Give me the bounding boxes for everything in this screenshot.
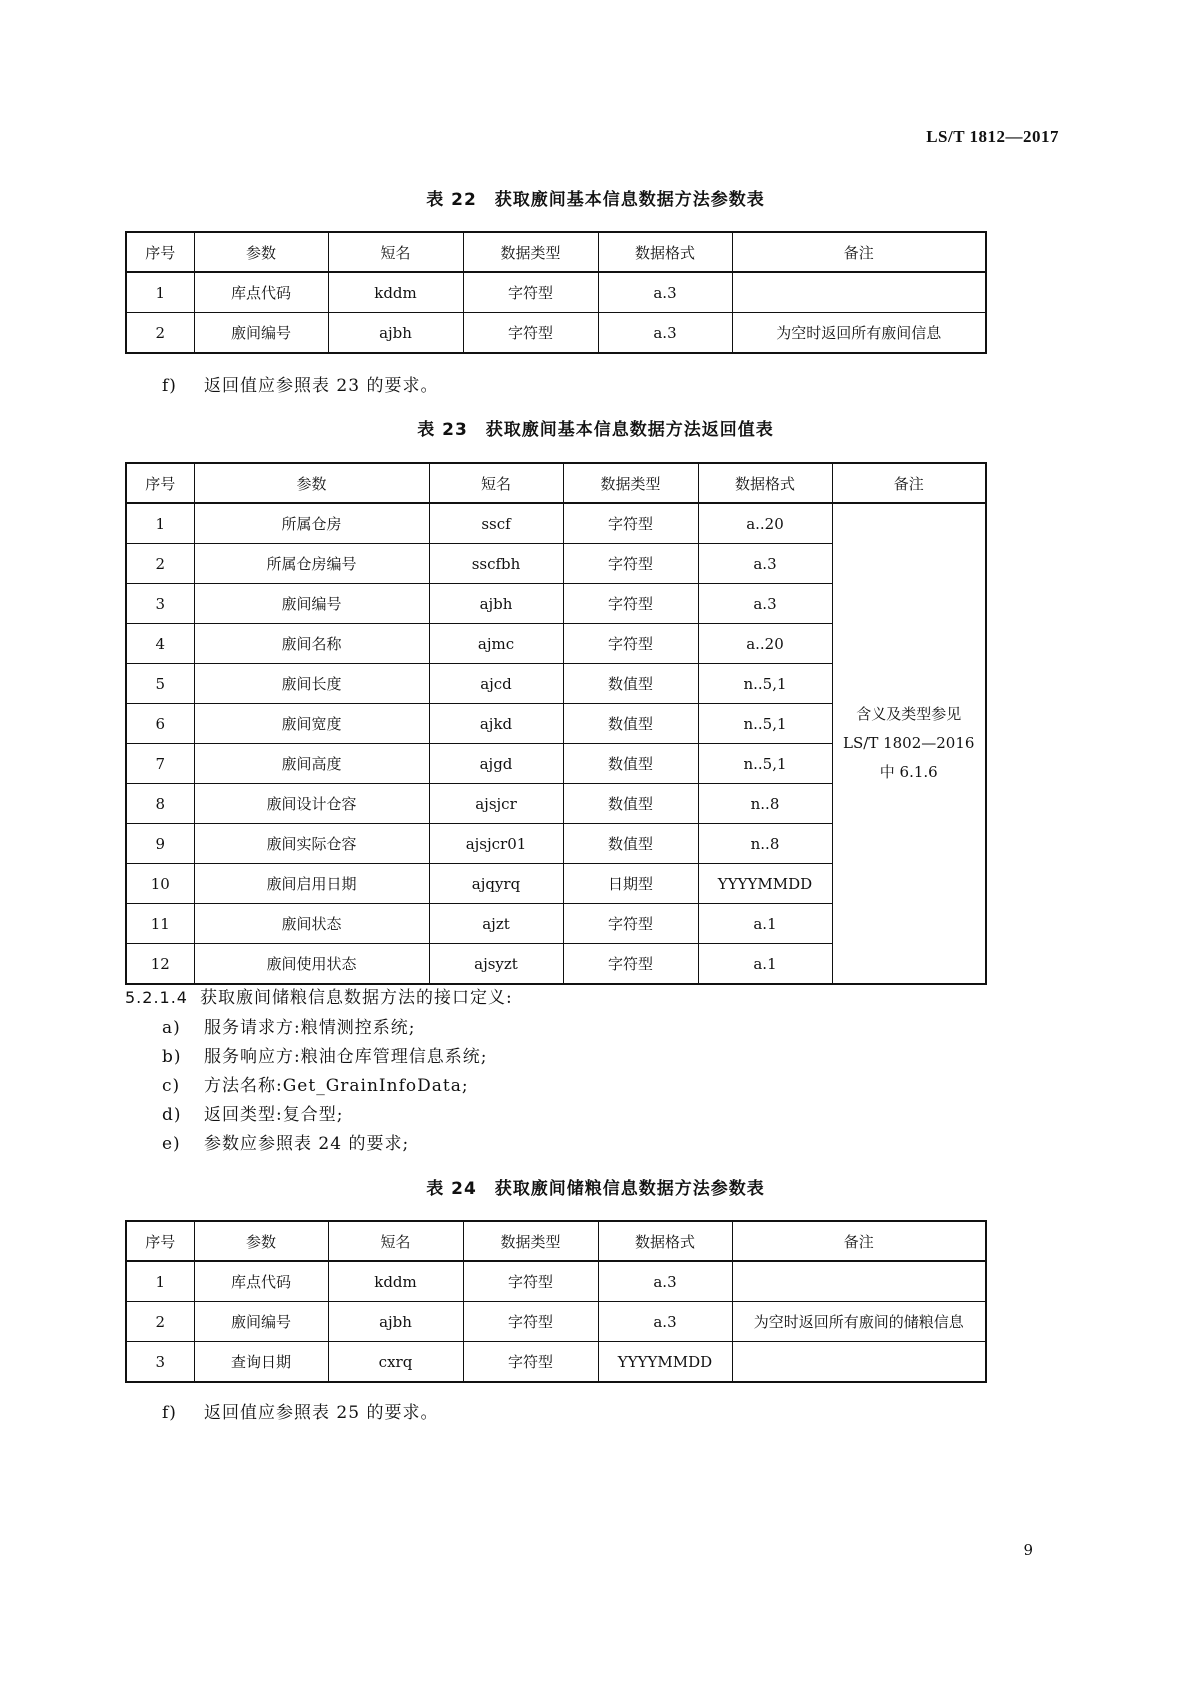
item-label: f)	[162, 1403, 177, 1423]
table-cell: 数值型	[563, 784, 698, 824]
table-cell: 廒间使用状态	[194, 944, 429, 985]
table-cell: 廒间设计仓容	[194, 784, 429, 824]
item-label: f)	[162, 376, 177, 396]
table-cell: 廒间高度	[194, 744, 429, 784]
table-cell: 为空时返回所有廒间信息	[732, 313, 986, 354]
item-label: e)	[162, 1134, 181, 1154]
table-cell: 廒间编号	[194, 584, 429, 624]
note-cell	[832, 503, 986, 984]
column-header: 备注	[832, 463, 986, 503]
table-cell: a.3	[698, 544, 832, 584]
table-cell: a.3	[598, 313, 732, 354]
column-header: 数据类型	[463, 1221, 598, 1261]
table-cell: 廒间长度	[194, 664, 429, 704]
table-cell: a.1	[698, 904, 832, 944]
column-header: 数据格式	[698, 463, 832, 503]
table23-header-row	[126, 463, 986, 503]
table-cell: 字符型	[463, 1261, 598, 1302]
section-heading	[125, 983, 513, 1008]
section-item-b	[162, 1042, 487, 1067]
table-cell: sscf	[429, 503, 563, 544]
table22-header-row	[126, 232, 986, 272]
item-text: 返回值应参照表 25 的要求。	[204, 1403, 439, 1423]
note-line: 中 6.1.6	[879, 763, 938, 781]
table-cell: 字符型	[563, 544, 698, 584]
table-row	[126, 313, 986, 354]
table-cell: YYYYMMDD	[698, 864, 832, 904]
table-cell: 字符型	[463, 313, 598, 354]
page-number: 9	[1023, 1541, 1033, 1559]
table-cell: 字符型	[463, 1342, 598, 1383]
table-cell: 库点代码	[194, 272, 328, 313]
table22-title: 获取廒间基本信息数据方法参数表	[494, 190, 765, 210]
table-cell: 10	[126, 864, 194, 904]
section-number: 5.2.1.4	[125, 988, 188, 1007]
table24-title: 获取廒间储粮信息数据方法参数表	[494, 1179, 765, 1199]
table-cell: 字符型	[563, 624, 698, 664]
column-header: 短名	[429, 463, 563, 503]
section-item-c	[162, 1071, 469, 1096]
table-cell: a..20	[698, 624, 832, 664]
table-cell: ajsjcr	[429, 784, 563, 824]
table-cell: 所属仓房	[194, 503, 429, 544]
table-cell: n..5,1	[698, 744, 832, 784]
table-cell: 廒间名称	[194, 624, 429, 664]
table-cell: a.3	[598, 1261, 732, 1302]
table-cell: 1	[126, 503, 194, 544]
table-cell: 查询日期	[194, 1342, 328, 1383]
table-row	[126, 503, 986, 544]
table-cell	[732, 272, 986, 313]
column-header: 参数	[194, 1221, 328, 1261]
table-cell: 3	[126, 1342, 194, 1383]
table-cell: 数值型	[563, 664, 698, 704]
table-cell: 3	[126, 584, 194, 624]
table-cell: 7	[126, 744, 194, 784]
table-cell: 9	[126, 824, 194, 864]
table-cell: 8	[126, 784, 194, 824]
return-value-note-25	[162, 1398, 438, 1423]
table-cell	[732, 1342, 986, 1383]
table-cell: n..5,1	[698, 664, 832, 704]
section-item-d	[162, 1100, 343, 1125]
column-header: 数据格式	[598, 232, 732, 272]
table-cell: 廒间编号	[194, 313, 328, 354]
table-cell: 字符型	[563, 904, 698, 944]
column-header: 短名	[328, 1221, 463, 1261]
table-cell: ajzt	[429, 904, 563, 944]
table-cell: 5	[126, 664, 194, 704]
table22	[125, 231, 987, 354]
column-header: 序号	[126, 232, 194, 272]
table-cell: n..8	[698, 824, 832, 864]
table-cell: 所属仓房编号	[194, 544, 429, 584]
table-cell: n..8	[698, 784, 832, 824]
table-cell: 库点代码	[194, 1261, 328, 1302]
table-cell: ajsyzt	[429, 944, 563, 985]
item-text: 返回值应参照表 23 的要求。	[204, 376, 439, 396]
table-cell: 廒间实际仓容	[194, 824, 429, 864]
table-cell: ajsjcr01	[429, 824, 563, 864]
item-text: 服务请求方:粮情测控系统;	[204, 1018, 416, 1038]
note-line: 含义及类型参见	[856, 705, 962, 723]
table-cell: 数值型	[563, 704, 698, 744]
section-item-a	[162, 1013, 415, 1038]
table24-number: 表 24	[426, 1179, 477, 1199]
return-value-note-23	[162, 371, 438, 396]
section-title: 获取廒间储粮信息数据方法的接口定义:	[199, 988, 513, 1008]
table-cell: ajbh	[429, 584, 563, 624]
table-cell: 字符型	[463, 1302, 598, 1342]
item-label: d)	[162, 1105, 182, 1125]
table-cell: a.1	[698, 944, 832, 985]
table-cell: 字符型	[563, 584, 698, 624]
item-text: 参数应参照表 24 的要求;	[204, 1134, 410, 1154]
table23-title: 获取廒间基本信息数据方法返回值表	[485, 420, 774, 440]
column-header: 序号	[126, 1221, 194, 1261]
table-row	[126, 1261, 986, 1302]
note-line: LS/T 1802—2016	[843, 734, 975, 752]
item-text: 返回类型:复合型;	[204, 1105, 344, 1125]
table-cell: a.3	[698, 584, 832, 624]
table-cell: 字符型	[563, 944, 698, 985]
item-text: 服务响应方:粮油仓库管理信息系统;	[204, 1047, 488, 1067]
table-cell: 11	[126, 904, 194, 944]
table-cell: a..20	[698, 503, 832, 544]
table-cell: 4	[126, 624, 194, 664]
table23-caption	[0, 415, 1191, 440]
table-cell: a.3	[598, 272, 732, 313]
table-row	[126, 1342, 986, 1383]
table-cell: ajcd	[429, 664, 563, 704]
table-row	[126, 1302, 986, 1342]
table-cell: 1	[126, 1261, 194, 1302]
table-cell: 字符型	[563, 503, 698, 544]
column-header: 序号	[126, 463, 194, 503]
table-cell: ajgd	[429, 744, 563, 784]
table-cell: 廒间编号	[194, 1302, 328, 1342]
table-cell: 日期型	[563, 864, 698, 904]
section-item-e	[162, 1129, 409, 1154]
table-cell: kddm	[328, 272, 463, 313]
table23-number: 表 23	[417, 420, 468, 440]
standard-id: LS/T 1812—2017	[926, 127, 1059, 146]
table-cell: 2	[126, 313, 194, 354]
item-label: b)	[162, 1047, 182, 1067]
table-cell: ajkd	[429, 704, 563, 744]
table-cell: ajqyrq	[429, 864, 563, 904]
table-cell: 12	[126, 944, 194, 985]
table24-header-row	[126, 1221, 986, 1261]
column-header: 短名	[328, 232, 463, 272]
table24-caption	[0, 1174, 1191, 1199]
column-header: 数据类型	[463, 232, 598, 272]
column-header: 数据格式	[598, 1221, 732, 1261]
table-row	[126, 272, 986, 313]
column-header: 参数	[194, 232, 328, 272]
table-cell: cxrq	[328, 1342, 463, 1383]
table-cell: sscfbh	[429, 544, 563, 584]
table-cell: 廒间宽度	[194, 704, 429, 744]
table-cell: ajbh	[328, 1302, 463, 1342]
table-cell: 廒间启用日期	[194, 864, 429, 904]
table22-number: 表 22	[426, 190, 477, 210]
table-cell: ajbh	[328, 313, 463, 354]
table-cell: 数值型	[563, 824, 698, 864]
table-cell: 1	[126, 272, 194, 313]
table-cell: 廒间状态	[194, 904, 429, 944]
table-cell: kddm	[328, 1261, 463, 1302]
table-cell: 为空时返回所有廒间的储粮信息	[732, 1302, 986, 1342]
column-header: 数据类型	[563, 463, 698, 503]
table-cell	[732, 1261, 986, 1302]
table-cell: 2	[126, 544, 194, 584]
table-cell: YYYYMMDD	[598, 1342, 732, 1383]
table23	[125, 462, 987, 985]
table-cell: ajmc	[429, 624, 563, 664]
item-label: a)	[162, 1018, 181, 1038]
table22-caption	[0, 185, 1191, 210]
table-cell: 2	[126, 1302, 194, 1342]
table-cell: a.3	[598, 1302, 732, 1342]
column-header: 参数	[194, 463, 429, 503]
table24	[125, 1220, 987, 1383]
column-header: 备注	[732, 232, 986, 272]
table-cell: 数值型	[563, 744, 698, 784]
table-cell: 字符型	[463, 272, 598, 313]
item-text: 方法名称:Get_GrainInfoData;	[204, 1076, 469, 1096]
table-cell: 6	[126, 704, 194, 744]
item-label: c)	[162, 1076, 181, 1096]
column-header: 备注	[732, 1221, 986, 1261]
table-cell: n..5,1	[698, 704, 832, 744]
